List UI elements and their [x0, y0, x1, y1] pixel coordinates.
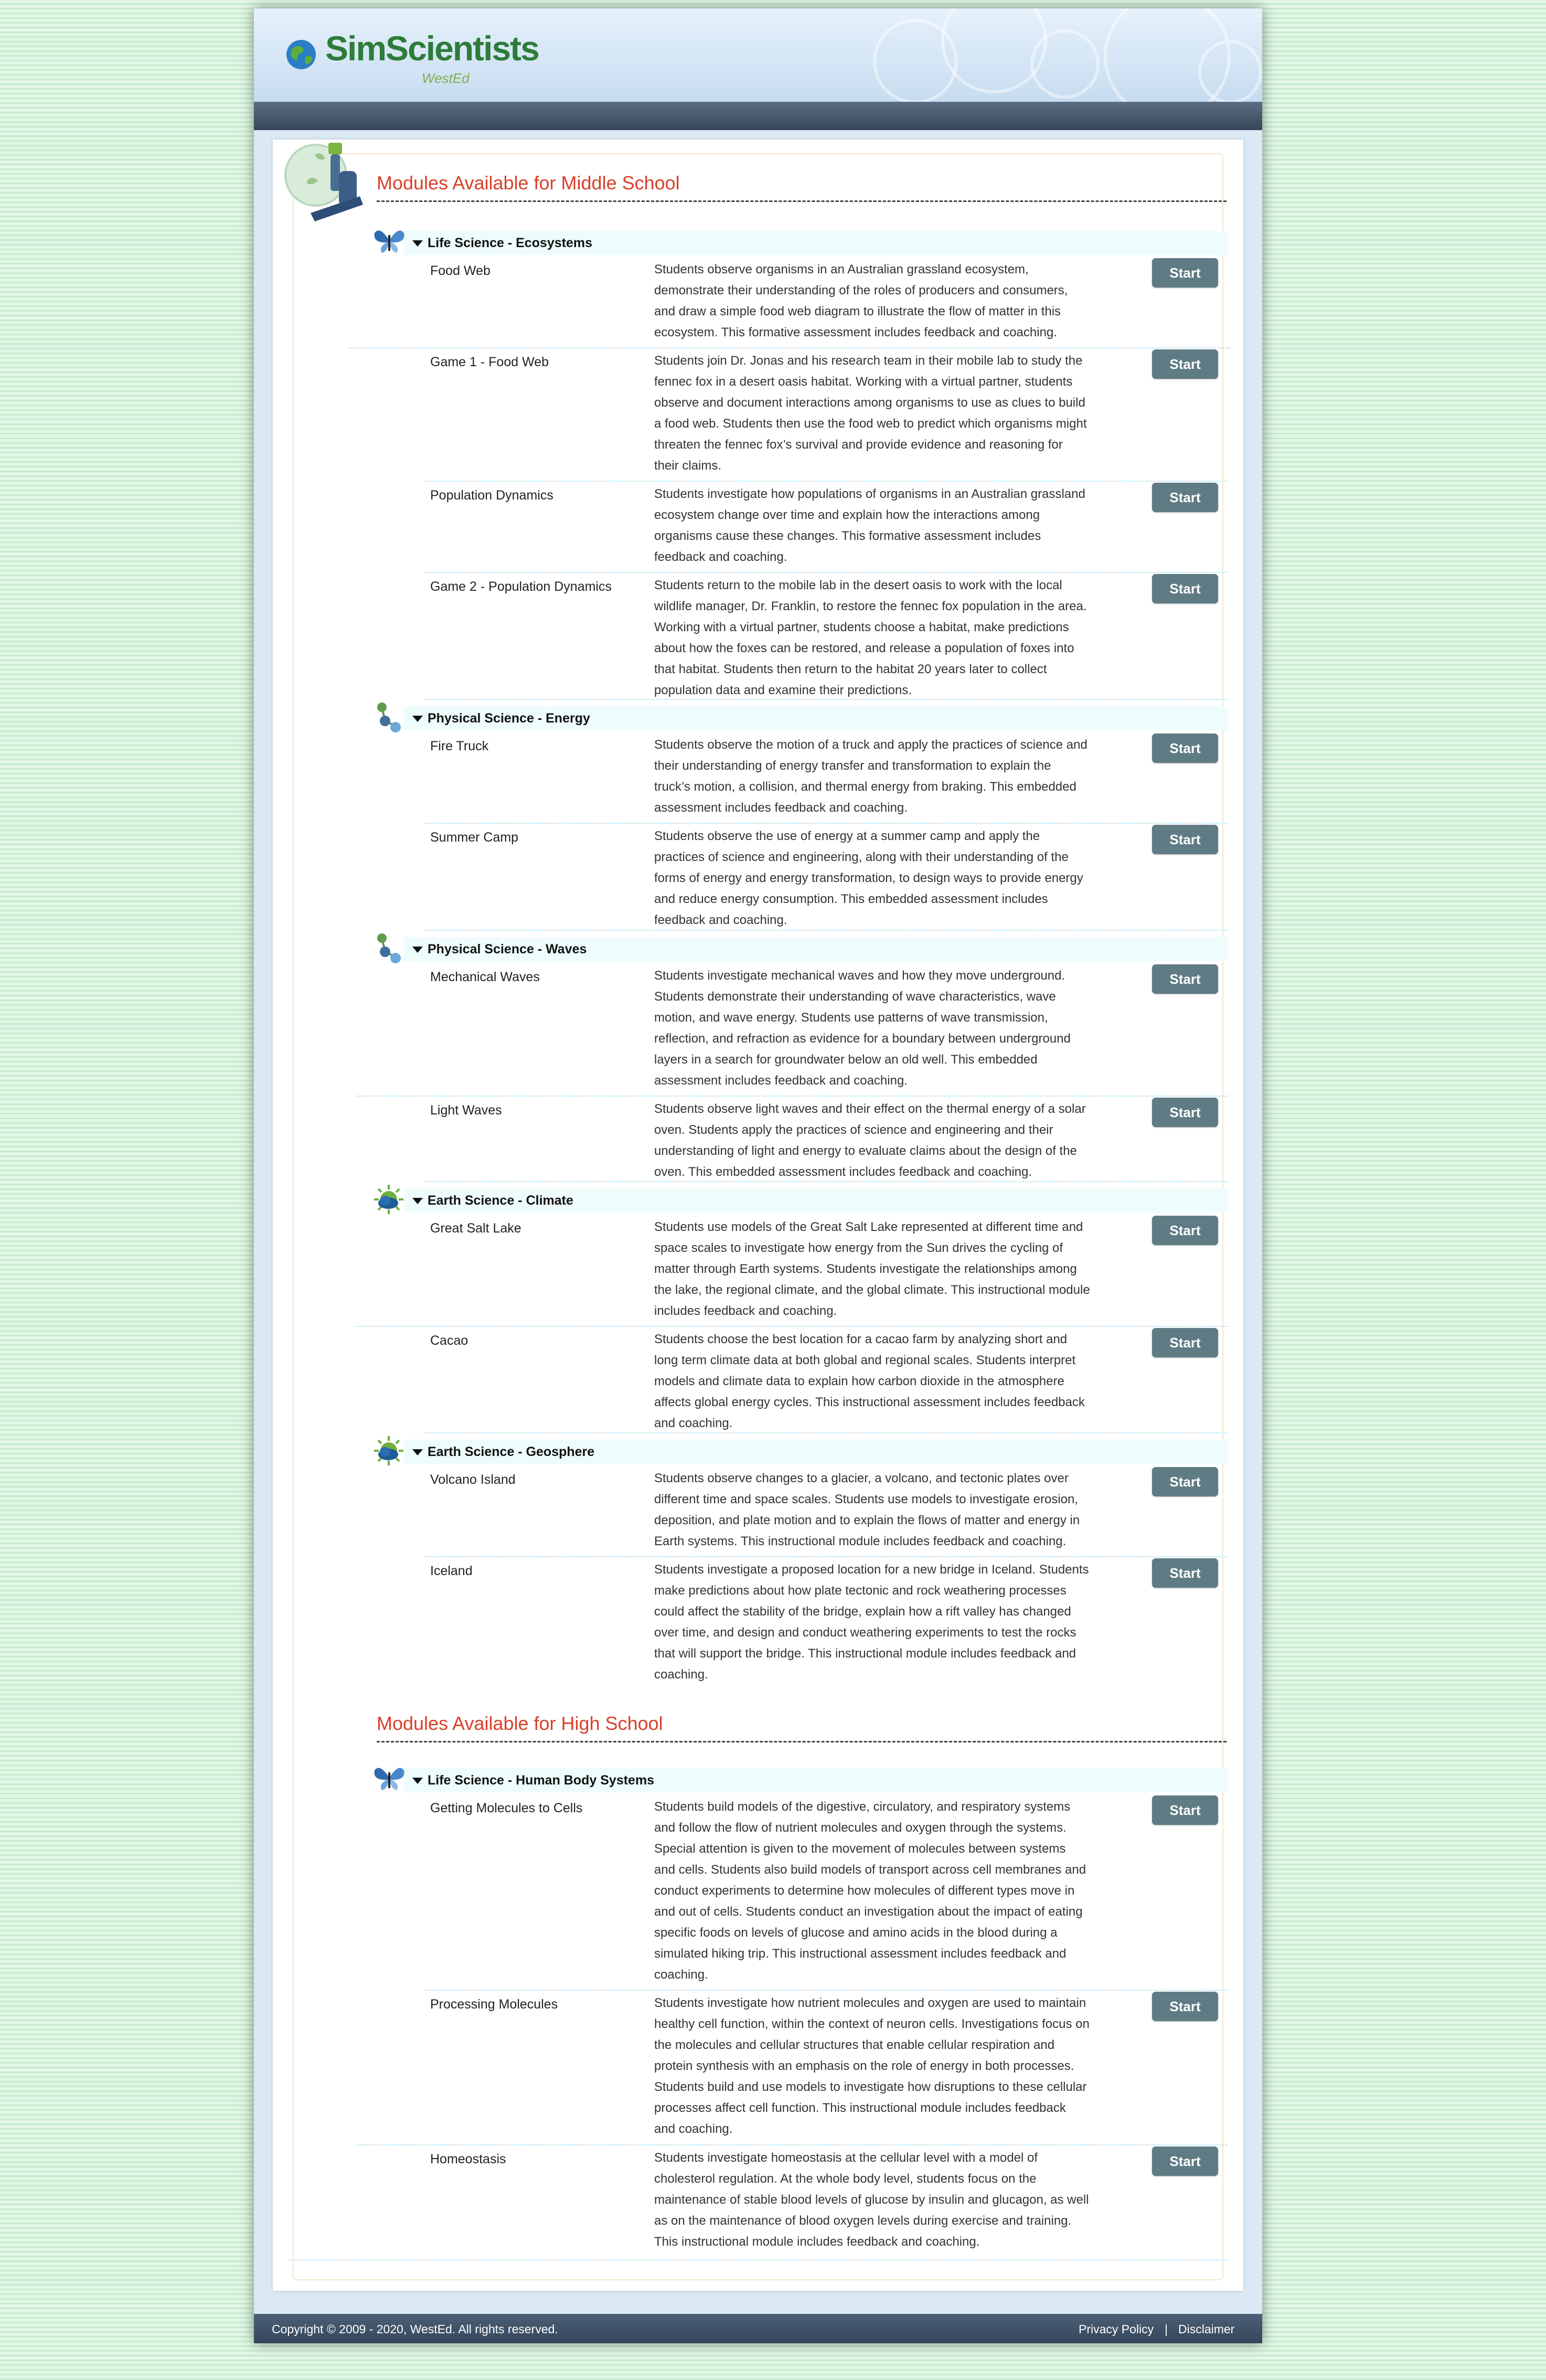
module-description — [654, 1797, 1126, 1985]
description-line: ecosystem change over time and explain how the interactions among — [654, 508, 1040, 522]
bubble-decoration — [1198, 40, 1262, 102]
description-line: practices of science and engineering, along with their understanding of the — [654, 850, 1069, 864]
description-line: Special attention is given to the movement of molecules between systems — [654, 1842, 1066, 1856]
module-name: Processing Molecules — [430, 1997, 558, 2012]
category-label: Life Science - Ecosystems — [428, 236, 593, 250]
description-line: the lake, the regional climate, and the global climate. This instructional module — [654, 1283, 1090, 1297]
description-line: Students observe the motion of a truck and apply the practices of science and — [654, 738, 1087, 752]
description-line: specific foods on levels of glucose and amino acids in the blood during a — [654, 1926, 1058, 1940]
weather-icon — [372, 1435, 405, 1470]
description-line: fennec fox in a desert oasis habitat. Working with a virtual partner, students — [654, 375, 1073, 389]
description-line: understanding of light and energy to evaluate claims about the design of the — [654, 1144, 1077, 1158]
description-line: assessment includes feedback and coaching. — [654, 801, 908, 815]
module-description — [654, 259, 1126, 343]
bubble-decoration — [941, 8, 1047, 93]
module-name: Cacao — [430, 1333, 468, 1348]
description-line: Students investigate how nutrient molecules and oxygen are used to maintain — [654, 1996, 1086, 2010]
description-line: different time and space scales. Students use models to investigate erosion, — [654, 1492, 1079, 1506]
description-line: Students observe the use of energy at a summer camp and apply the — [654, 829, 1040, 843]
description-line: observe and document interactions among organisms to use as clues to build — [654, 396, 1085, 410]
module-description — [654, 1217, 1126, 1322]
row-divider — [425, 1181, 1228, 1182]
module-description — [654, 2148, 1126, 2252]
description-line: a food web. Students then use the food web to predict which organisms might — [654, 417, 1087, 431]
start-button[interactable]: Start — [1152, 574, 1218, 603]
description-line: deposition, and plate motion and to explain the flows of matter and energy in — [654, 1513, 1080, 1527]
brand-name: SimScientists — [325, 29, 539, 68]
description-line: about how the foxes can be restored, and release a population of foxes into — [654, 641, 1074, 655]
module-description — [654, 826, 1126, 931]
description-line: and out of cells. Students conduct an investigation about the impact of eating — [654, 1905, 1083, 1919]
category-header[interactable] — [404, 1768, 1228, 1792]
footer-divider: | — [1165, 2322, 1168, 2336]
category-header[interactable] — [404, 706, 1228, 730]
description-line: Students demonstrate their understanding of wave characteristics, wave — [654, 990, 1056, 1004]
module-name: Game 1 - Food Web — [430, 355, 549, 369]
row-divider — [357, 1096, 1228, 1097]
description-line: over time, and design and conduct weathering experiments to test the rocks — [654, 1625, 1076, 1640]
section-heading: Modules Available for High School — [377, 1713, 1227, 1742]
start-button[interactable]: Start — [1152, 483, 1218, 512]
description-line: cholesterol regulation. At the whole body level, students focus on the — [654, 2172, 1037, 2186]
caret-down-icon — [412, 1449, 423, 1455]
module-description — [654, 735, 1126, 819]
description-line: wildlife manager, Dr. Franklin, to restore the fennec fox population in the area. — [654, 599, 1087, 613]
description-line: Students observe changes to a glacier, a volcano, and tectonic plates over — [654, 1471, 1069, 1485]
description-line: organisms cause these changes. This formative assessment includes — [654, 529, 1041, 543]
row-divider — [425, 823, 1228, 824]
start-button[interactable]: Start — [1152, 1558, 1218, 1588]
description-line: includes feedback and coaching. — [654, 1304, 837, 1318]
description-line: their claims. — [654, 459, 722, 473]
row-divider — [425, 930, 1228, 931]
description-line: demonstrate their understanding of the roles of producers and consumers, — [654, 283, 1068, 298]
description-line: Students investigate a proposed location for a new bridge in Iceland. Students — [654, 1563, 1089, 1577]
description-line: Students use models of the Great Salt Lake represented at different time and — [654, 1220, 1083, 1234]
butterfly-icon — [372, 1763, 406, 1795]
description-line: and coaching. — [654, 1416, 733, 1430]
module-description — [654, 1468, 1126, 1552]
module-name: Homeostasis — [430, 2152, 506, 2166]
description-line: matter through Earth systems. Students investigate the relationships among — [654, 1262, 1077, 1276]
description-line: coaching. — [654, 1667, 708, 1682]
description-line: affects global energy cycles. This instructional assessment includes feedback — [654, 1395, 1085, 1409]
module-description — [654, 965, 1126, 1091]
module-name: Iceland — [430, 1564, 473, 1578]
category-label: Earth Science - Climate — [428, 1193, 573, 1208]
module-description — [654, 575, 1126, 701]
disclaimer-link[interactable]: Disclaimer — [1178, 2322, 1235, 2336]
description-line: and coaching. — [654, 2122, 733, 2136]
module-description — [654, 484, 1126, 568]
description-line: layers in a search for groundwater below an old well. This embedded — [654, 1053, 1038, 1067]
module-description — [654, 1993, 1126, 2140]
weather-icon — [372, 1183, 405, 1218]
module-name: Great Salt Lake — [430, 1221, 521, 1236]
module-name: Fire Truck — [430, 739, 489, 753]
description-line: Earth systems. This instructional module includes feedback and coaching. — [654, 1534, 1067, 1548]
privacy-policy-link[interactable]: Privacy Policy — [1079, 2322, 1154, 2336]
category-label: Earth Science - Geosphere — [428, 1444, 595, 1459]
start-button[interactable]: Start — [1152, 1992, 1218, 2021]
description-line: Working with a virtual partner, students choose a habitat, make predictions — [654, 620, 1069, 634]
description-line: motion, and wave energy. Students use patterns of wave transmission, — [654, 1011, 1048, 1025]
module-name: Volcano Island — [430, 1472, 516, 1487]
module-name: Game 2 - Population Dynamics — [430, 579, 612, 594]
row-divider — [425, 1432, 1228, 1433]
start-button[interactable]: Start — [1152, 1328, 1218, 1357]
globe-icon — [284, 38, 318, 71]
description-line: and follow the flow of nutrient molecules and oxygen through the systems. — [654, 1821, 1067, 1835]
row-divider — [357, 2144, 1228, 2145]
module-description — [654, 1099, 1126, 1183]
site-footer — [254, 2314, 1262, 2343]
start-button[interactable]: Start — [1152, 825, 1218, 854]
category-header[interactable] — [404, 1440, 1228, 1464]
description-line: Students build models of the digestive, circulatory, and respiratory systems — [654, 1800, 1071, 1814]
nav-bar — [254, 102, 1262, 130]
description-line: Students join Dr. Jonas and his research team in their mobile lab to study the — [654, 354, 1083, 368]
caret-down-icon — [412, 947, 423, 953]
description-line: and draw a simple food web diagram to illustrate the flow of matter in this — [654, 304, 1061, 318]
description-line: assessment includes feedback and coaching. — [654, 1074, 908, 1088]
description-line: as on the maintenance of blood oxygen levels during exercise and training. — [654, 2214, 1072, 2228]
description-line: Students build and use models to investigate how disruptions to these cellular — [654, 2080, 1087, 2094]
description-line: processes affect cell function. This instructional module includes feedback — [654, 2101, 1066, 2115]
module-name: Getting Molecules to Cells — [430, 1801, 583, 1815]
caret-down-icon — [412, 240, 423, 247]
row-divider — [425, 1990, 1228, 1991]
description-line: threaten the fennec fox’s survival and provide evidence and reasoning for — [654, 438, 1063, 452]
molecule-icon — [372, 932, 402, 968]
section-heading: Modules Available for Middle School — [377, 172, 1227, 202]
start-button[interactable]: Start — [1152, 734, 1218, 763]
category-header[interactable] — [404, 1188, 1228, 1213]
description-line: forms of energy and energy transformation, to design ways to provide energy — [654, 871, 1083, 885]
description-line: truck’s motion, a collision, and thermal energy from braking. This embedded — [654, 780, 1076, 794]
description-line: Students observe organisms in an Australian grassland ecosystem, — [654, 262, 1029, 277]
description-line: conduct experiments to determine how molecules of different types move in — [654, 1884, 1075, 1898]
category-label: Physical Science - Waves — [428, 942, 587, 957]
start-button[interactable]: Start — [1152, 1467, 1218, 1496]
row-divider — [357, 1326, 1228, 1327]
description-line: simulated hiking trip. This instructional assessment includes feedback and — [654, 1947, 1067, 1961]
category-label: Life Science - Human Body Systems — [428, 1773, 655, 1788]
description-line: healthy cell function, within the context of neuron cells. Investigations focus on — [654, 2017, 1090, 2031]
description-line: Students observe light waves and their effect on the thermal energy of a solar — [654, 1102, 1086, 1116]
description-line: and cells. Students also build models of transport across cell membranes and — [654, 1863, 1086, 1877]
row-divider — [425, 1556, 1228, 1557]
module-description — [654, 1559, 1126, 1685]
start-button[interactable]: Start — [1152, 2147, 1218, 2176]
caret-down-icon — [412, 716, 423, 722]
description-line: space scales to investigate how energy from the Sun drives the cycling of — [654, 1241, 1063, 1255]
start-button[interactable]: Start — [1152, 1795, 1218, 1825]
description-line: reflection, and refraction as evidence for a boundary between underground — [654, 1032, 1071, 1046]
description-line: Students return to the mobile lab in the desert oasis to work with the local — [654, 578, 1062, 592]
description-line: Students investigate homeostasis at the cellular level with a model of — [654, 2151, 1038, 2165]
module-name: Light Waves — [430, 1103, 502, 1118]
description-line: models and climate data to explain how carbon dioxide in the atmosphere — [654, 1374, 1064, 1388]
caret-down-icon — [412, 1778, 423, 1784]
molecule-icon — [372, 701, 402, 737]
row-divider — [349, 347, 1230, 348]
butterfly-icon — [372, 226, 406, 258]
row-divider — [289, 2259, 1228, 2260]
description-line: oven. This embedded assessment includes feedback and coaching. — [654, 1165, 1032, 1179]
category-label: Physical Science - Energy — [428, 711, 590, 726]
module-name: Food Web — [430, 263, 491, 278]
row-divider — [425, 481, 1228, 482]
row-divider — [425, 572, 1228, 573]
description-line: coaching. — [654, 1968, 708, 1982]
description-line: Students choose the best location for a cacao farm by analyzing short and — [654, 1332, 1068, 1346]
row-divider — [425, 699, 1228, 700]
module-name: Summer Camp — [430, 830, 519, 845]
description-line: maintenance of stable blood levels of glucose by insulin and glucagon, as well — [654, 2193, 1089, 2207]
module-description — [654, 350, 1126, 476]
description-line: that habitat. Students then return to the habitat 20 years later to collect — [654, 662, 1047, 676]
module-name: Mechanical Waves — [430, 970, 540, 984]
description-line: that will support the bridge. This instructional module includes feedback and — [654, 1646, 1076, 1661]
start-button[interactable]: Start — [1152, 1098, 1218, 1127]
description-line: Students investigate mechanical waves and how they move underground. — [654, 969, 1065, 983]
start-button[interactable]: Start — [1152, 964, 1218, 994]
description-line: long term climate data at both global and regional scales. Students interpret — [654, 1353, 1076, 1367]
description-line: the molecules and cellular structures that enable cellular respiration and — [654, 2038, 1055, 2052]
category-header[interactable] — [404, 231, 1228, 255]
description-line: protein synthesis with an emphasis on the role of energy in both processes. — [654, 2059, 1074, 2073]
description-line: feedback and coaching. — [654, 550, 787, 564]
site-header — [254, 8, 1262, 102]
description-line: ecosystem. This formative assessment includes feedback and coaching. — [654, 325, 1057, 339]
description-line: feedback and coaching. — [654, 913, 787, 927]
bubble-decoration — [1030, 29, 1100, 99]
simscientists-logo[interactable] — [284, 26, 539, 89]
copyright-text: Copyright © 2009 - 2020, WestEd. All rights reserved. — [272, 2322, 558, 2336]
start-button[interactable]: Start — [1152, 1216, 1218, 1245]
caret-down-icon — [412, 1198, 423, 1204]
brand-sub: WestEd — [422, 70, 470, 86]
start-button[interactable]: Start — [1152, 349, 1218, 379]
start-button[interactable]: Start — [1152, 258, 1218, 288]
description-line: their understanding of energy transfer and transformation to explain the — [654, 759, 1051, 773]
module-name: Population Dynamics — [430, 488, 553, 503]
description-line: This instructional module includes feedback and coaching. — [654, 2235, 980, 2249]
description-line: Students investigate how populations of organisms in an Australian grassland — [654, 487, 1085, 501]
description-line: could affect the stability of the bridge, explain how a rift valley has changed — [654, 1605, 1071, 1619]
description-line: population data and examine their predictions. — [654, 683, 912, 697]
microscope-icon — [278, 134, 372, 229]
description-line: make predictions about how plate tectonic and rock weathering processes — [654, 1584, 1067, 1598]
description-line: oven. Students apply the practices of science and engineering and their — [654, 1123, 1053, 1137]
description-line: and reduce energy consumption. This embedded assessment includes — [654, 892, 1048, 906]
module-description — [654, 1329, 1126, 1434]
category-header[interactable] — [404, 937, 1228, 961]
